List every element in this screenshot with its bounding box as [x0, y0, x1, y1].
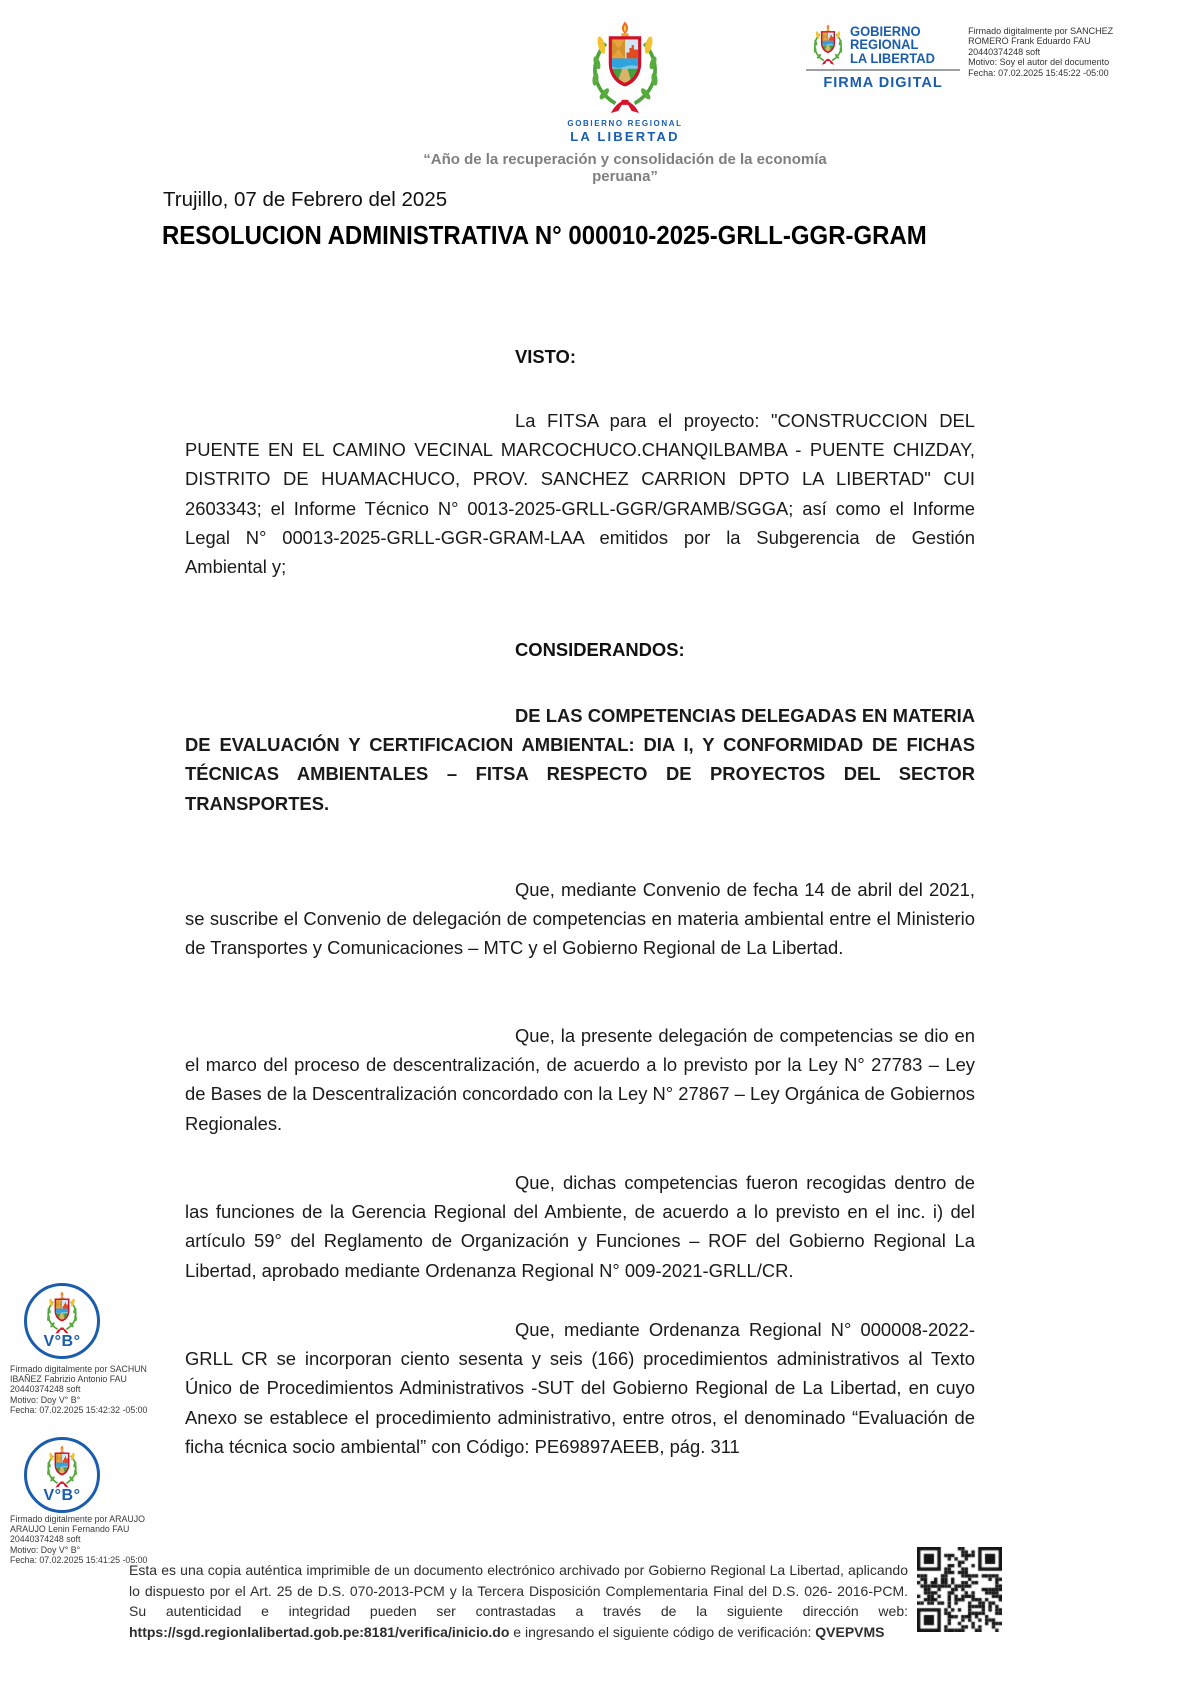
signature-line: 20440374248 soft: [10, 1384, 81, 1395]
digital-signature-block: [806, 24, 1136, 91]
footer-text-after: e ingresando el siguiente código de verificación:: [509, 1623, 816, 1640]
qr-code: [917, 1547, 1002, 1632]
coat-of-arms-icon: [38, 1445, 86, 1489]
signature-line: ROMERO Frank Eduardo FAU: [968, 36, 1091, 47]
coat-of-arms-icon: [806, 24, 850, 66]
signature-line: ARAUJO Lenin Fernando FAU: [10, 1524, 130, 1535]
signature-line: 20440374248 soft: [968, 46, 1041, 57]
competencias-paragraph: DE LAS COMPETENCIAS DELEGADAS EN MATERIA DE EVALUACIÓN Y CERTIFICACION AMBIENTAL: DIA I, Y CONFORMIDAD DE FICHAS TÉCNICAS AMBIENTALES – FITSA RESPECTO DE PROYECTOS DEL SECTOR TRANSPORTES.: [185, 705, 975, 814]
signature-line: Motivo: Doy V° B°: [10, 1394, 81, 1405]
sig-org-line: REGIONAL: [850, 37, 919, 53]
resolution-title: RESOLUCION ADMINISTRATIVA N° 000010-2025-GRLL-GGR-GRAM: [162, 222, 927, 250]
body-paragraph: Que, mediante Convenio de fecha 14 de abril del 2021, se suscribe el Convenio de delegación de competencias en materia ambiental entre el Ministerio de Transportes y Comunicaciones – MTC y el Gobierno Regional de La Libertad.: [185, 879, 975, 959]
org-name-line2: LA LIBERTAD: [570, 129, 680, 144]
date-line: Trujillo, 07 de Febrero del 2025: [163, 188, 448, 211]
considerandos-heading: CONSIDERANDOS:: [515, 639, 685, 660]
footer-text-before: Esta es una copia auténtica imprimible de un documento electrónico archivado por Gobierno Regional La Libertad, aplicando lo dispuesto por el Art. 25 de D.S. 070-2013-PCM y la Tercera Disposición Complementaria Final del D.S. 026- 2016-PCM. Su autenticidad e integridad pueden ser contrastadas a través de la siguiente dirección web:: [129, 1562, 908, 1620]
signature-line: IBAÑEZ Fabrizio Antonio FAU: [10, 1374, 127, 1385]
signature-line: Motivo: Soy el autor del documento: [968, 57, 1110, 68]
body-paragraph: Que, mediante Ordenanza Regional N° 000008-2022-GRLL CR se incorporan ciento sesenta y seis (166) procedimientos administrativos al Texto Único de Procedimientos Administrativos -SUT del Gobierno Regional de La Libertad, en cuyo Anexo se establece el procedimiento administrativo, entre otros, el denominado “Evaluación de ficha técnica socio ambiental” con Código: PE69897AEEB, pág. 311: [185, 1319, 975, 1457]
coat-of-arms-icon: [573, 20, 677, 116]
visto-paragraph: La FITSA para el proyecto: "CONSTRUCCION DEL PUENTE EN EL CAMINO VECINAL MARCOCHUCO.CHANQILBAMBA - PUENTE CHIZDAY, DISTRITO DE HUAMACHUCO, PROV. SANCHEZ CARRION DPTO LA LIBERTAD" CUI 2603343; el Informe Técnico N° 0013-2025-GRLL-GGR/GRAMB/SGGA; así como el Informe Legal N° 00013-2025-GRLL-GGR-GRAM-LAA emitidos por la Subgerencia de Gestión Ambiental y;: [185, 410, 975, 578]
body-paragraph: Que, la presente delegación de competencias se dio en el marco del proceso de descentralización, de acuerdo a lo previsto por la Ley N° 27783 – Ley de Bases de la Descentralización concordado con la Ley N° 27867 – Ley Orgánica de Gobiernos Regionales.: [185, 1025, 975, 1134]
header-logo: [395, 20, 855, 185]
signature-line: Fecha: 07.02.2025 15:41:25 -05:00: [10, 1554, 148, 1565]
org-name-line1: GOBIERNO REGIONAL: [567, 119, 683, 128]
signature-line: Fecha: 07.02.2025 15:45:22 -05:00: [968, 67, 1109, 78]
body-paragraph: Que, dichas competencias fueron recogidas dentro de las funciones de la Gerencia Regional del Ambiente, de acuerdo a lo previsto en el inc. i) del artículo 59° del Reglamento de Organización y Funciones – ROF del Gobierno Regional La Libertad, aprobado mediante Ordenanza Regional N° 009-2021-GRLL/CR.: [185, 1172, 975, 1281]
signature-line: Firmado digitalmente por ARAUJO: [10, 1514, 145, 1524]
vobo-stamp: [24, 1437, 100, 1513]
visto-heading: VISTO:: [515, 346, 576, 367]
verification-url[interactable]: https://sgd.regionlalibertad.gob.pe:8181/verifica/inicio.do: [129, 1623, 510, 1640]
vobo-label: V°B°: [43, 1333, 81, 1350]
vobo-stamp: [24, 1283, 100, 1359]
year-motto: “Año de la recuperación y consolidación de la economía peruana”: [423, 151, 827, 185]
verification-code: QVEPVMS: [815, 1623, 885, 1640]
signature-line: Firmado digitalmente por SACHUN: [10, 1364, 147, 1374]
stamp-signature-text: [10, 1514, 180, 1565]
firma-digital-logo: [806, 24, 960, 91]
signature-line: 20440374248 soft: [10, 1534, 81, 1545]
footer-legal-text: [129, 1560, 908, 1642]
sig-org-line: GOBIERNO: [850, 23, 921, 39]
signature-line: Fecha: 07.02.2025 15:42:32 -05:00: [10, 1404, 148, 1415]
firma-digital-label: FIRMA DIGITAL: [823, 75, 943, 91]
signature-line: Firmado digitalmente por SANCHEZ: [968, 26, 1114, 36]
divider: [806, 69, 960, 71]
signature-line: Motivo: Doy V° B°: [10, 1544, 81, 1555]
coat-of-arms-icon: [38, 1291, 86, 1335]
stamp-signature-text: [10, 1364, 180, 1415]
sig-org-line: LA LIBERTAD: [850, 50, 935, 66]
vobo-label: V°B°: [43, 1487, 81, 1504]
signature-details-text: [968, 26, 1136, 91]
